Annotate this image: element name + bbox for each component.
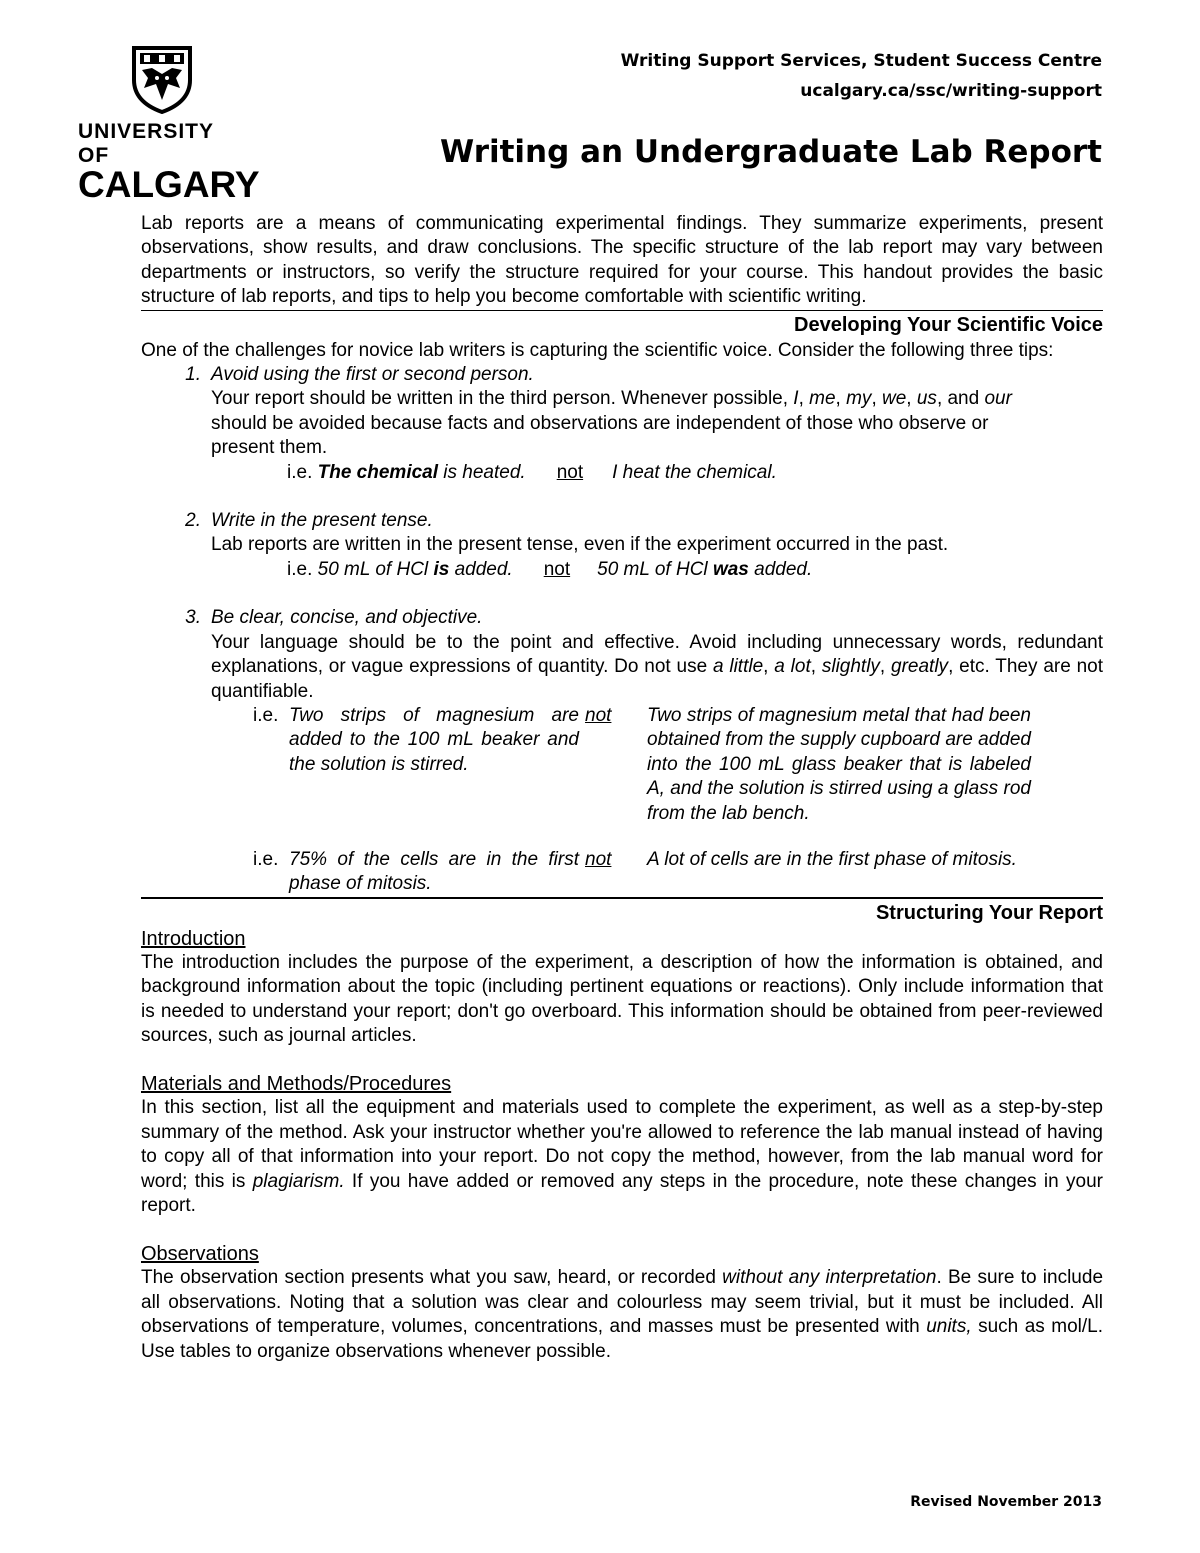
subheading-introduction: Introduction — [141, 927, 246, 950]
tip-text — [211, 387, 1033, 460]
text-run: , and — [936, 388, 985, 410]
document-body — [141, 212, 1103, 1364]
tip-3 — [141, 606, 1103, 704]
emphasis: plagiarism. — [252, 1170, 345, 1192]
vague-term: a little — [712, 656, 764, 678]
intro-paragraph: Lab reports are a means of communicating experimental findings. They summarize experiments, present observations, show results, and draw conclusions. The specific structure of the lab report may vary between departments or instructors, so verify the structure required for your course. This handout provides the basic structure of lab reports, and tips to help you become comfortable with scientific writing. — [141, 213, 1103, 308]
pronoun: we — [882, 388, 907, 410]
text-run: 50 mL of HCl — [317, 558, 434, 580]
text-run: was — [712, 558, 749, 580]
vague-term: slightly — [821, 656, 880, 678]
text-run: . Be sure to include all observations. Noting that a solution was clear and colourless may seem trivial, but it must be included. All observations of temperature, volumes, concentrations, and masses must be presented with — [141, 1267, 1104, 1338]
bad-example: A lot of cells are in the first phase of mitosis. — [647, 848, 1017, 870]
section-heading-voice: Developing Your Scientific Voice — [794, 313, 1103, 336]
text-run: , — [798, 388, 810, 410]
text-run: is — [433, 558, 450, 580]
tip-number: 3. — [185, 607, 201, 629]
tip-body — [211, 606, 1103, 704]
pronoun: me — [809, 388, 836, 410]
tip-body — [211, 509, 1103, 582]
text-run: I heat the chemical. — [612, 461, 777, 483]
not-marker: not — [585, 704, 612, 726]
text-run: , — [906, 388, 917, 410]
voice-lead: One of the challenges for novice lab writers is capturing the scientific voice. Consider the following three tips: — [141, 339, 1054, 361]
text-run: The observation section presents what you saw, heard, or recorded — [141, 1267, 723, 1289]
header-url: ucalgary.ca/ssc/writing-support — [800, 81, 1102, 101]
tip-title: Be clear, concise, and objective. — [211, 607, 483, 629]
good-example: Two strips of magnesium are added to the 100 mL beaker and the solution is stirred. — [289, 704, 579, 775]
tip-example — [211, 461, 1033, 485]
vague-term: a lot — [774, 656, 811, 678]
good-example: 75% of the cells are in the first phase of mitosis. — [289, 848, 579, 895]
tip-1 — [141, 363, 1103, 485]
text-run: Your language should be to the point and effective. Avoid including unnecessary words, redundant explanations, or vague expressions of quantity. Do not use — [211, 631, 1103, 678]
text-run: , — [879, 656, 892, 678]
pronoun: my — [846, 388, 872, 410]
tip-2 — [141, 509, 1103, 582]
subheading-observations: Observations — [141, 1243, 259, 1266]
text-run: Your report should be written in the third person. Whenever possible, — [211, 388, 794, 410]
pronoun: our — [984, 388, 1012, 410]
header-org: Writing Support Services, Student Success Centre — [620, 51, 1102, 71]
emphasis: without any interpretation — [722, 1267, 937, 1289]
bad-example: Two strips of magnesium metal that had been obtained from the supply cupboard are added into the 100 mL glass beaker that is labeled A, and the solution is stirred using a glass rod from the lab bench. — [647, 704, 1031, 824]
tip-title: Write in the present tense. — [211, 510, 433, 532]
comparison-example-1 — [253, 704, 1103, 826]
text-run: , — [871, 388, 882, 410]
example-label: i.e. — [253, 848, 279, 870]
text-run: added. — [449, 558, 513, 580]
section-heading-structure: Structuring Your Report — [875, 901, 1103, 924]
text-run: 50 mL of HCl — [597, 558, 713, 580]
revision-footer: Revised November 2013 — [910, 1494, 1102, 1510]
emphasis: units, — [926, 1316, 972, 1338]
logo-text-line1: UNIVERSITY OF — [78, 120, 214, 167]
text-run: The chemical — [317, 461, 439, 483]
methods-paragraph — [141, 1096, 1103, 1218]
text-run: added. — [748, 558, 813, 580]
text-run: should be avoided because facts and observations are independent of those who observe or present them. — [211, 412, 989, 459]
example-label: i.e. — [253, 704, 279, 726]
introduction-paragraph: The introduction includes the purpose of the experiment, a description of how the information is obtained, and background information about the topic (including pertinent equations or reactions). Only include information that is needed to understand your report; don't go overboard. This information should be obtained from peer-reviewed sources, such as journal articles. — [141, 951, 1103, 1046]
example-label: i.e. — [287, 558, 318, 580]
text-run: , — [763, 656, 775, 678]
comparison-example-2 — [253, 848, 1103, 897]
text-run: , — [810, 656, 822, 678]
logo-text-line2: CALGARY — [78, 164, 260, 205]
text-run: , — [835, 388, 847, 410]
text-run: In this section, list all the equipment and materials used to complete the experiment, as well as a step-by-step summary of the method. Ask your instructor whether you're allowed to reference the lab manual instead of having to copy all of that information into your report. Do not copy the method, however, from the lab manual word for word; this is — [141, 1097, 1103, 1192]
tip-text: Lab reports are written in the present tense, even if the experiment occurred in the past. — [211, 534, 949, 556]
observations-paragraph — [141, 1266, 1103, 1364]
crest-icon — [130, 44, 194, 114]
tip-title: Avoid using the first or second person. — [211, 364, 534, 386]
pronoun: I — [793, 388, 799, 410]
tip-body — [211, 363, 1103, 485]
header-block — [621, 46, 1102, 106]
not-marker: not — [556, 461, 584, 483]
pronoun: us — [916, 388, 937, 410]
text-run: is heated. — [438, 461, 526, 483]
tip-example — [211, 558, 1033, 582]
not-marker: not — [543, 558, 571, 580]
text-run: If you have added or removed any steps in the procedure, note these changes in your report. — [141, 1170, 1103, 1216]
subheading-methods: Materials and Methods/Procedures — [141, 1073, 452, 1096]
text-run: , etc. They are not quantifiable. — [211, 656, 1104, 702]
document-title: Writing an Undergraduate Lab Report — [440, 134, 1102, 170]
text-run: such as mol/L. Use tables to organize observations whenever possible. — [141, 1316, 1103, 1362]
vague-term: greatly — [891, 656, 949, 678]
tip-number: 2. — [185, 510, 201, 532]
example-label: i.e. — [287, 461, 318, 483]
not-marker: not — [585, 848, 612, 870]
tip-number: 1. — [185, 364, 201, 386]
university-logo — [78, 44, 260, 205]
tip-text — [211, 631, 1103, 704]
